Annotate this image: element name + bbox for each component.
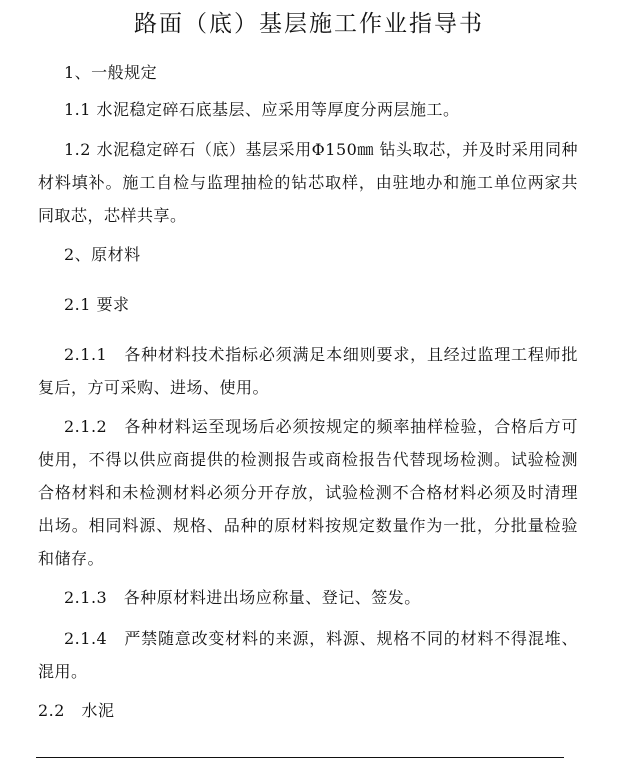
clause-1-2: 1.2 水泥稳定碎石（底）基层采用Φ150㎜ 钻头取芯，并及时采用同种材料填补。施工自检与监理抽检的钻芯取样，由驻地办和施工单位两家共同取芯，芯样共享。 <box>38 140 578 225</box>
heading-raw-materials: 2、原材料 <box>64 245 141 264</box>
clause-2-1-2: 2.1.2 各种材料运至现场后必须按规定的频率抽样检验，合格后方可使用，不得以供应商提供的检测报告或商检报告代替现场检测。试验检测合格材料和未检测材料必须分开存放，试验检测不合格材料必须及时清理出场。相同料源、规格、品种的原材料按规定数量作为一批，分批量检验和储存。 <box>38 417 578 568</box>
clause-2-1-1: 2.1.1 各种材料技术指标必须满足本细则要求，且经过监理工程师批复后，方可采购、进场、使用。 <box>38 345 578 397</box>
heading-cement: 2.2 水泥 <box>38 701 115 720</box>
heading-requirements: 2.1 要求 <box>64 295 130 314</box>
clause-2-1-4: 2.1.4 严禁随意改变材料的来源，料源、规格不同的材料不得混堆、混用。 <box>38 629 578 681</box>
page-bottom-rule <box>36 757 564 758</box>
heading-general-rules: 1、一般规定 <box>64 63 158 82</box>
clause-1-1: 1.1 水泥稳定碎石底基层、应采用等厚度分两层施工。 <box>64 100 460 119</box>
document-title: 路面（底）基层施工作业指导书 <box>134 11 484 37</box>
clause-2-1-3: 2.1.3 各种原材料进出场应称量、登记、签发。 <box>64 588 421 607</box>
